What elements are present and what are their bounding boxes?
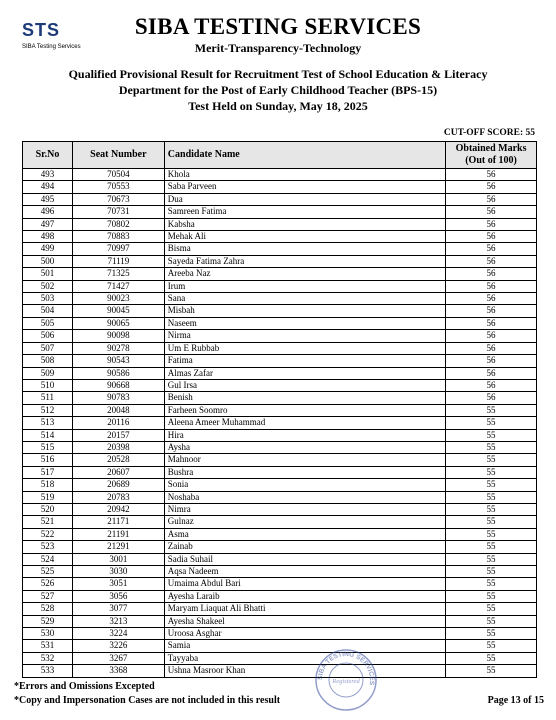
table-row [23,603,537,615]
cell-marks: 56 [446,367,537,379]
col-seat: Seat Number [72,142,164,169]
cell-marks: 56 [446,231,537,243]
cell-seat: 71119 [72,255,164,267]
cell-marks: 56 [446,379,537,391]
cell-srno: 522 [23,528,73,540]
cell-srno: 512 [23,404,73,416]
cell-name: Ushna Masroor Khan [164,665,445,677]
cell-marks: 56 [446,243,537,255]
cell-srno: 508 [23,355,73,367]
cell-seat: 20689 [72,479,164,491]
cell-name: Um E Rubbab [164,342,445,354]
col-marks-line1: Obtained Marks [455,143,527,154]
cell-srno: 523 [23,541,73,553]
cell-srno: 515 [23,441,73,453]
table-row [23,516,537,528]
cell-marks: 56 [446,169,537,181]
cell-name: Maryam Liaquat Ali Bhatti [164,603,445,615]
cell-seat: 90586 [72,367,164,379]
col-marks [446,142,537,169]
cell-marks: 56 [446,255,537,267]
heading-line-1: Qualified Provisional Result for Recruitment Test of School Education & Literacy [68,67,488,81]
cell-marks: 55 [446,454,537,466]
cell-srno: 502 [23,280,73,292]
table-row [23,466,537,478]
table-body [23,169,537,678]
cell-name: Gul Irsa [164,379,445,391]
table-row [23,615,537,627]
cell-srno: 494 [23,181,73,193]
cell-name: Hira [164,429,445,441]
cell-name: Nirma [164,330,445,342]
col-srno: Sr.No [23,142,73,169]
cell-seat: 3226 [72,640,164,652]
cell-marks: 56 [446,342,537,354]
cell-name: Dua [164,193,445,205]
col-marks-line2: (Out of 100) [465,155,517,166]
cell-name: Sadia Suhail [164,553,445,565]
table-row [23,503,537,515]
table-row [23,640,537,652]
logo-mark: STS [22,20,61,40]
cell-seat: 20398 [72,441,164,453]
cell-name: Noshaba [164,491,445,503]
cell-marks: 55 [446,479,537,491]
cell-seat: 90668 [72,379,164,391]
cell-srno: 530 [23,628,73,640]
cell-name: Tayyaba [164,652,445,664]
cell-marks: 55 [446,503,537,515]
cell-marks: 56 [446,392,537,404]
cell-marks: 55 [446,665,537,677]
table-row [23,342,537,354]
cell-seat: 70997 [72,243,164,255]
cell-marks: 56 [446,355,537,367]
table-row [23,578,537,590]
cell-name: Misbah [164,305,445,317]
cell-marks: 55 [446,603,537,615]
cell-srno: 505 [23,317,73,329]
cell-seat: 20116 [72,417,164,429]
cell-name: Irum [164,280,445,292]
cell-seat: 90065 [72,317,164,329]
cell-seat: 21291 [72,541,164,553]
table-row [23,293,537,305]
cell-seat: 20783 [72,491,164,503]
table-row [23,181,537,193]
cell-marks: 55 [446,429,537,441]
cell-name: Aleena Ameer Muhammad [164,417,445,429]
table-row [23,379,537,391]
cell-srno: 497 [23,218,73,230]
table-row [23,590,537,602]
cell-marks: 55 [446,417,537,429]
cell-srno: 525 [23,566,73,578]
cell-seat: 70673 [72,193,164,205]
cell-srno: 520 [23,503,73,515]
cell-name: Bisma [164,243,445,255]
cell-marks: 55 [446,528,537,540]
cell-srno: 517 [23,466,73,478]
cell-srno: 504 [23,305,73,317]
cell-marks: 56 [446,330,537,342]
cell-name: Sana [164,293,445,305]
cell-name: Mahnoor [164,454,445,466]
cell-name: Zainab [164,541,445,553]
cell-srno: 514 [23,429,73,441]
table-row [23,652,537,664]
cell-marks: 55 [446,615,537,627]
cell-seat: 3056 [72,590,164,602]
table-row [23,367,537,379]
cell-srno: 532 [23,652,73,664]
cell-name: Uroosa Asghar [164,628,445,640]
cell-marks: 56 [446,206,537,218]
cell-srno: 533 [23,665,73,677]
cell-marks: 55 [446,516,537,528]
table-row [23,268,537,280]
cell-srno: 519 [23,491,73,503]
footer-note-copy: *Copy and Impersonation Cases are not included in this result [14,695,281,706]
stamp-center-text: Registered [332,678,360,685]
cell-marks: 55 [446,404,537,416]
cell-seat: 3213 [72,615,164,627]
cell-seat: 3224 [72,628,164,640]
cell-marks: 56 [446,317,537,329]
cell-seat: 21191 [72,528,164,540]
cell-marks: 55 [446,541,537,553]
cell-name: Naseem [164,317,445,329]
cell-name: Asma [164,528,445,540]
table-row [23,454,537,466]
table-row [23,628,537,640]
cell-seat: 3368 [72,665,164,677]
cell-marks: 56 [446,305,537,317]
table-row [23,665,537,677]
cell-srno: 501 [23,268,73,280]
table-row [23,491,537,503]
cell-srno: 500 [23,255,73,267]
tagline: Merit-Transparency-Technology [194,41,362,55]
cell-srno: 513 [23,417,73,429]
cell-marks: 56 [446,293,537,305]
table-row [23,243,537,255]
cell-marks: 55 [446,566,537,578]
cell-name: Nimra [164,503,445,515]
cell-marks: 56 [446,268,537,280]
table-row [23,541,537,553]
cell-name: Aqsa Nadeem [164,566,445,578]
cell-srno: 511 [23,392,73,404]
cell-seat: 71325 [72,268,164,280]
table-row [23,255,537,267]
cutoff-score: CUT-OFF SCORE: 55 [443,128,535,138]
cell-marks: 56 [446,280,537,292]
table-row [23,553,537,565]
cell-seat: 20528 [72,454,164,466]
table-row [23,280,537,292]
stamp-ring-text: SIBA TESTING SERVICES [316,650,376,686]
cell-marks: 56 [446,218,537,230]
table-row [23,218,537,230]
cell-name: Saba Parveen [164,181,445,193]
cell-marks: 56 [446,193,537,205]
table-row [23,355,537,367]
cell-name: Mehak Ali [164,231,445,243]
cell-srno: 493 [23,169,73,181]
cell-srno: 521 [23,516,73,528]
table-row [23,193,537,205]
cell-seat: 3077 [72,603,164,615]
cell-seat: 90783 [72,392,164,404]
page-number: Page 13 of 15 [487,695,544,706]
cell-seat: 90278 [72,342,164,354]
cell-srno: 496 [23,206,73,218]
cell-name: Fatima [164,355,445,367]
cell-seat: 3267 [72,652,164,664]
cell-marks: 55 [446,652,537,664]
cell-name: Bushra [164,466,445,478]
cell-marks: 55 [446,553,537,565]
cell-seat: 21171 [72,516,164,528]
registered-stamp [314,648,378,712]
table-row [23,479,537,491]
cell-srno: 499 [23,243,73,255]
results-table [22,141,537,678]
heading-line-2: Department for the Post of Early Childhood Teacher (BPS-15) [118,83,438,97]
cell-seat: 71427 [72,280,164,292]
cell-name: Samreen Fatima [164,206,445,218]
cell-name: Ayesha Laraib [164,590,445,602]
cell-srno: 495 [23,193,73,205]
table-row [23,566,537,578]
cell-seat: 3001 [72,553,164,565]
cell-name: Aysha [164,441,445,453]
cell-seat: 20048 [72,404,164,416]
logo-caption: SIBA Testing Services [22,44,81,50]
table-row [23,528,537,540]
table-row [23,417,537,429]
header-row [23,142,537,169]
cell-seat: 70802 [72,218,164,230]
table-row [23,317,537,329]
footer-note-errors: *Errors and Omissions Excepted [14,681,155,692]
cell-srno: 527 [23,590,73,602]
cell-name: Samia [164,640,445,652]
cell-name: Umaima Abdul Bari [164,578,445,590]
cell-marks: 56 [446,181,537,193]
cell-srno: 526 [23,578,73,590]
cell-name: Ayesha Shakeel [164,615,445,627]
table-row [23,206,537,218]
cell-srno: 503 [23,293,73,305]
cell-seat: 20942 [72,503,164,515]
cell-name: Sonia [164,479,445,491]
cell-seat: 20607 [72,466,164,478]
table-row [23,231,537,243]
cell-srno: 528 [23,603,73,615]
cell-srno: 529 [23,615,73,627]
cell-srno: 507 [23,342,73,354]
cell-name: Gulnaz [164,516,445,528]
cell-name: Areeba Naz [164,268,445,280]
cell-marks: 55 [446,578,537,590]
table-row [23,305,537,317]
cell-seat: 90543 [72,355,164,367]
table-row [23,392,537,404]
cell-seat: 90098 [72,330,164,342]
table-row [23,429,537,441]
cell-name: Farheen Soomro [164,404,445,416]
cell-seat: 70883 [72,231,164,243]
cell-name: Khola [164,169,445,181]
cell-name: Almas Zafar [164,367,445,379]
org-name: SIBA TESTING SERVICES [134,14,422,39]
cell-seat: 90023 [72,293,164,305]
col-name: Candidate Name [164,142,445,169]
heading-line-3: Test Held on Sunday, May 18, 2025 [188,99,368,113]
cell-srno: 516 [23,454,73,466]
cell-seat: 3051 [72,578,164,590]
cell-marks: 55 [446,640,537,652]
cell-seat: 20157 [72,429,164,441]
cell-marks: 55 [446,628,537,640]
cell-seat: 70553 [72,181,164,193]
cell-seat: 3030 [72,566,164,578]
table-row [23,330,537,342]
cell-marks: 55 [446,590,537,602]
cell-srno: 518 [23,479,73,491]
cell-srno: 531 [23,640,73,652]
cell-seat: 90045 [72,305,164,317]
cell-marks: 55 [446,466,537,478]
cell-marks: 55 [446,491,537,503]
cell-srno: 509 [23,367,73,379]
cell-name: Sayeda Fatima Zahra [164,255,445,267]
cell-srno: 506 [23,330,73,342]
table-row [23,404,537,416]
cell-seat: 70504 [72,169,164,181]
cell-name: Benish [164,392,445,404]
table-row [23,441,537,453]
table-row [23,169,537,181]
cell-srno: 510 [23,379,73,391]
cell-name: Kabsha [164,218,445,230]
cell-marks: 55 [446,441,537,453]
cell-srno: 524 [23,553,73,565]
cell-seat: 70731 [72,206,164,218]
cell-srno: 498 [23,231,73,243]
